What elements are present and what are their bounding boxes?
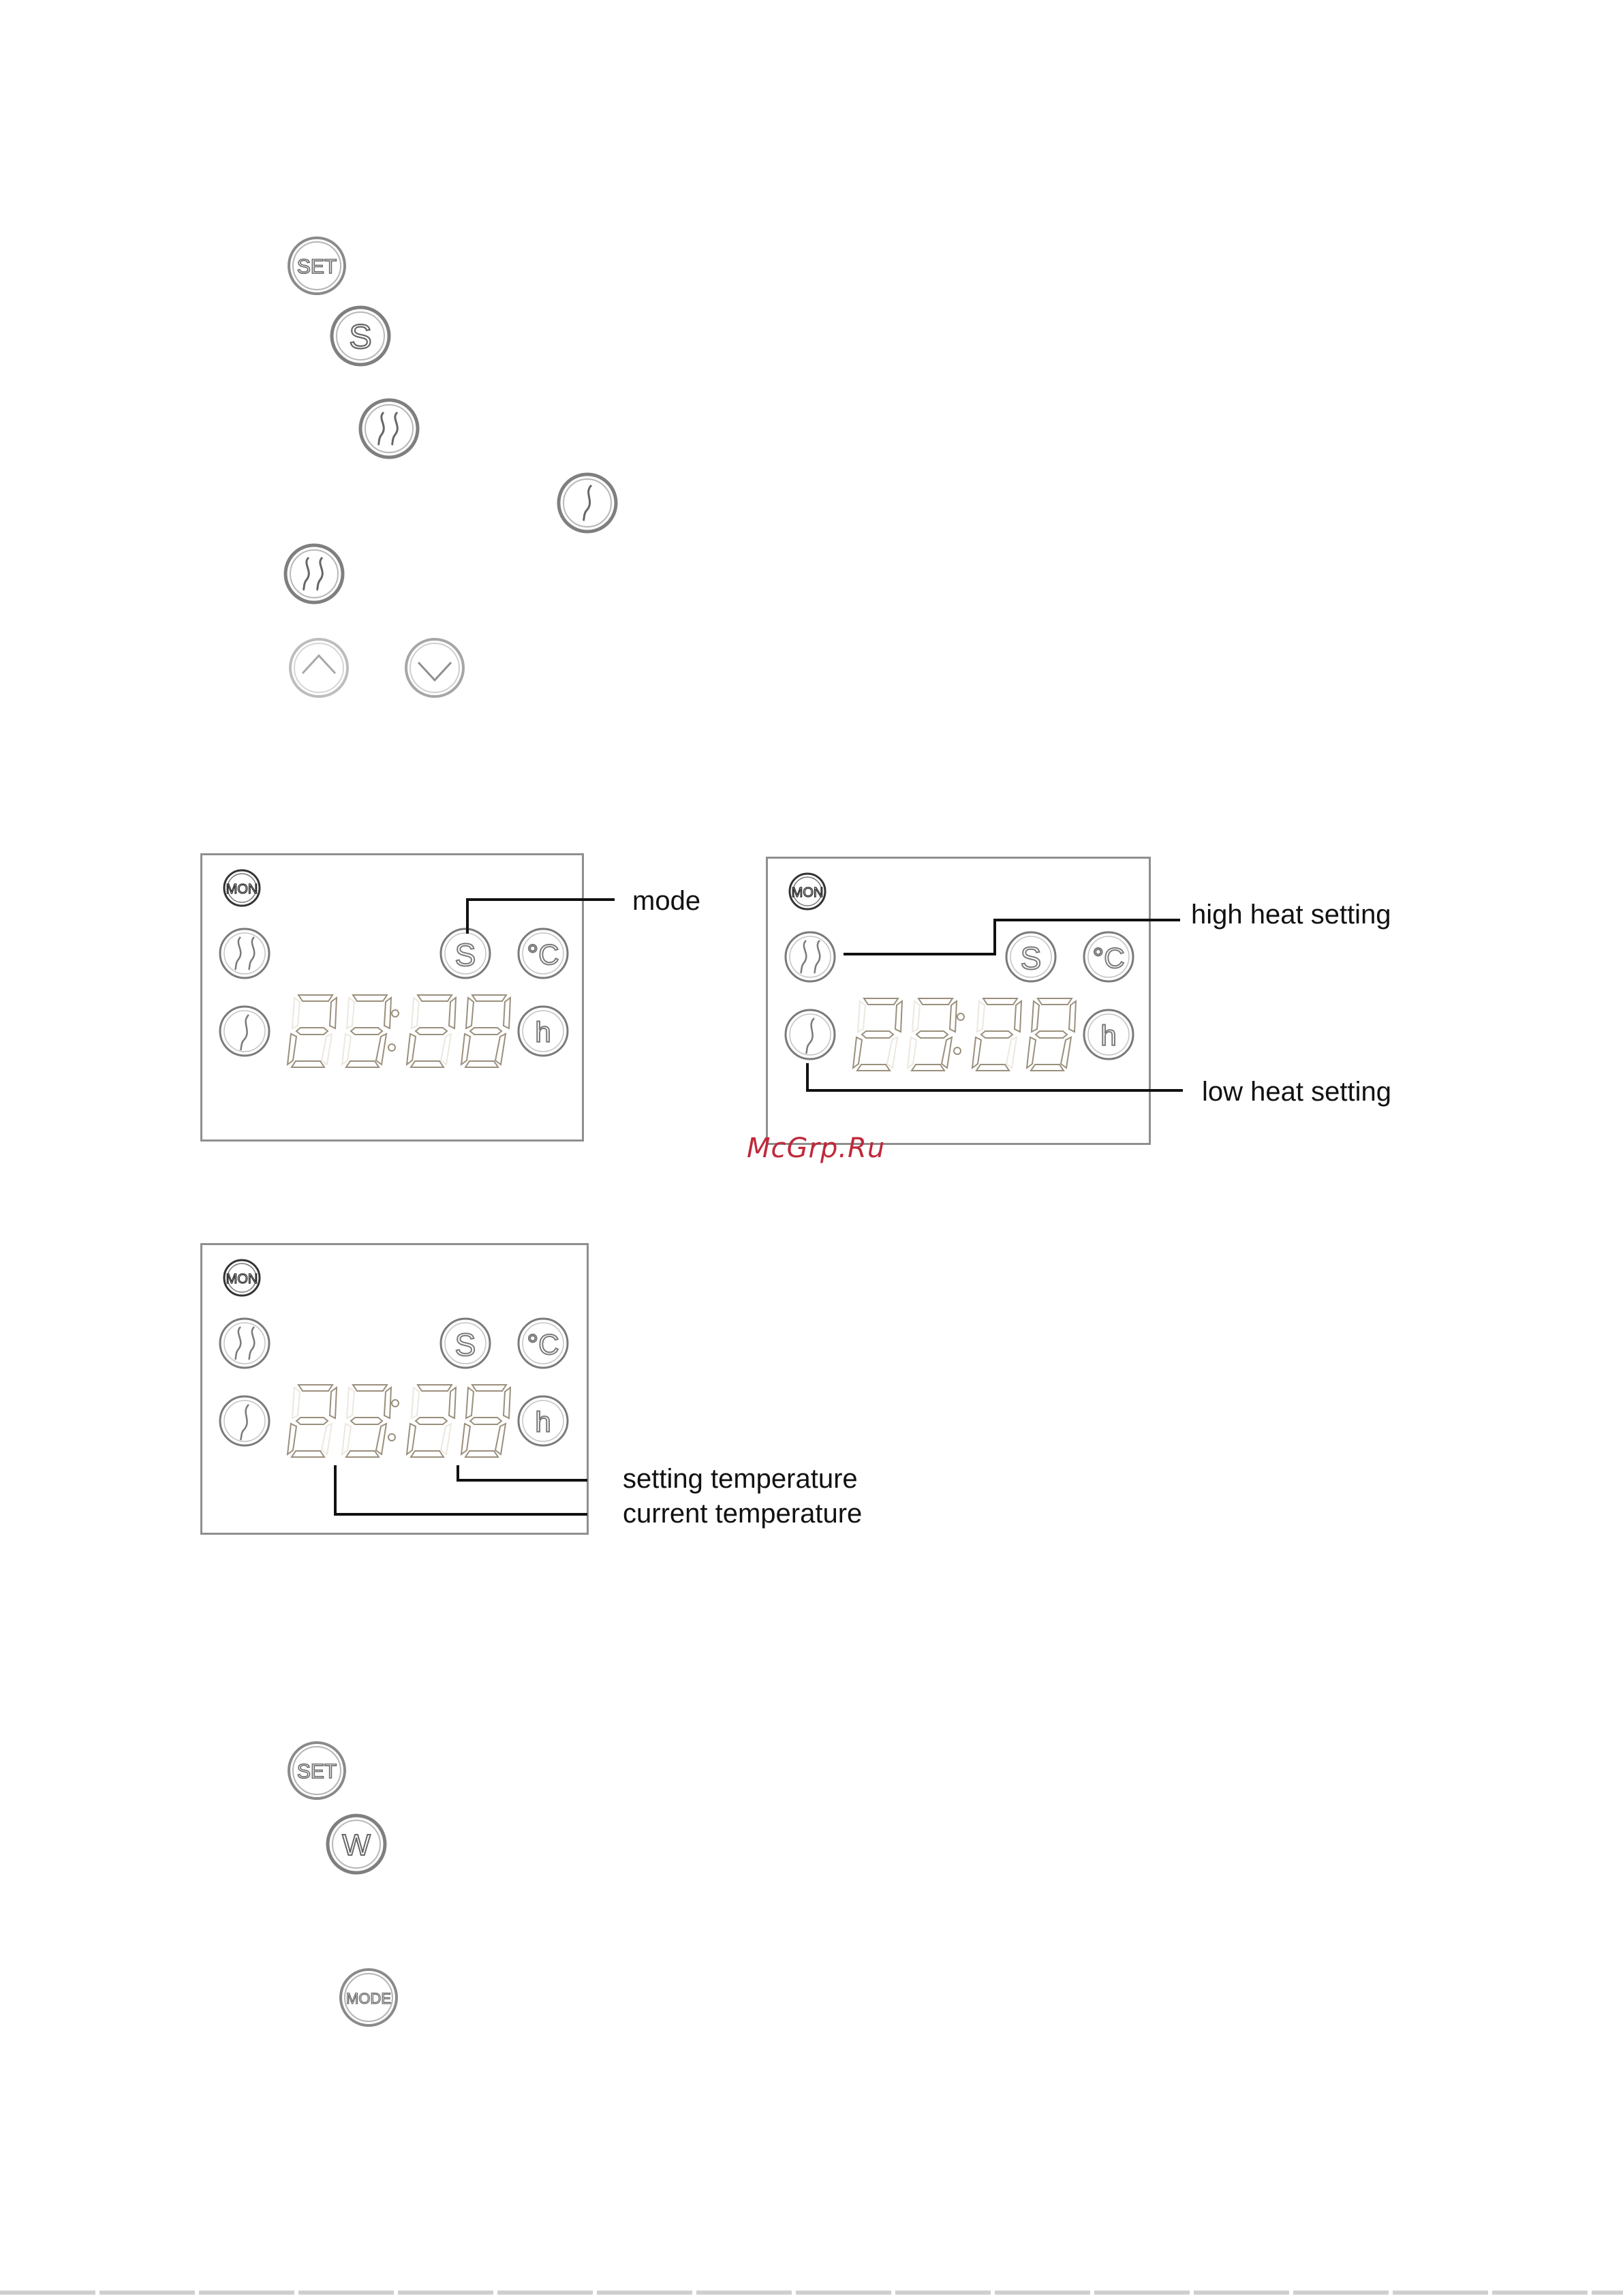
callout-line-mode [467,900,615,934]
celsius-indicator-label: °C [527,1328,559,1360]
celsius-indicator-label: °C [527,938,559,970]
mode-button-icon[interactable] [338,1967,399,2028]
w-button-label: W [342,1828,371,1862]
mon-label: MON [226,882,258,897]
callout-current-temperature: current temperature [623,1499,863,1529]
s-indicator-label: S [454,1327,476,1362]
set-button-icon-2[interactable] [286,1740,347,1801]
mon-label: MON [226,1272,258,1287]
callout-line-current-temperature [335,1465,587,1514]
callout-low-heat-setting: low heat setting [1202,1077,1391,1107]
callout-line-setting-temperature [458,1465,587,1480]
watermark: McGrp.Ru [747,1133,886,1164]
callout-high-heat-setting: high heat setting [1191,900,1391,930]
set-button-label: SET [296,1760,337,1783]
callout-line-high-heat [844,920,1180,954]
mon-label: MON [791,885,824,900]
mode-button-label: MODE [346,1990,391,2007]
s-indicator-label: S [454,937,476,973]
callout-line-low-heat [807,1063,1183,1090]
s-indicator-label: S [1020,940,1042,976]
page-bottom-rule [0,2291,1623,2295]
callout-mode: mode [632,886,701,916]
w-button-icon[interactable] [325,1813,388,1876]
callout-setting-temperature: setting temperature [623,1464,858,1494]
celsius-indicator-label: °C [1092,942,1125,974]
hour-indicator-label: h [535,1016,551,1048]
hour-indicator-label: h [1100,1020,1117,1052]
set-button-label: SET [296,256,337,278]
hour-indicator-label: h [535,1406,551,1438]
s-button-label: S [349,318,372,356]
